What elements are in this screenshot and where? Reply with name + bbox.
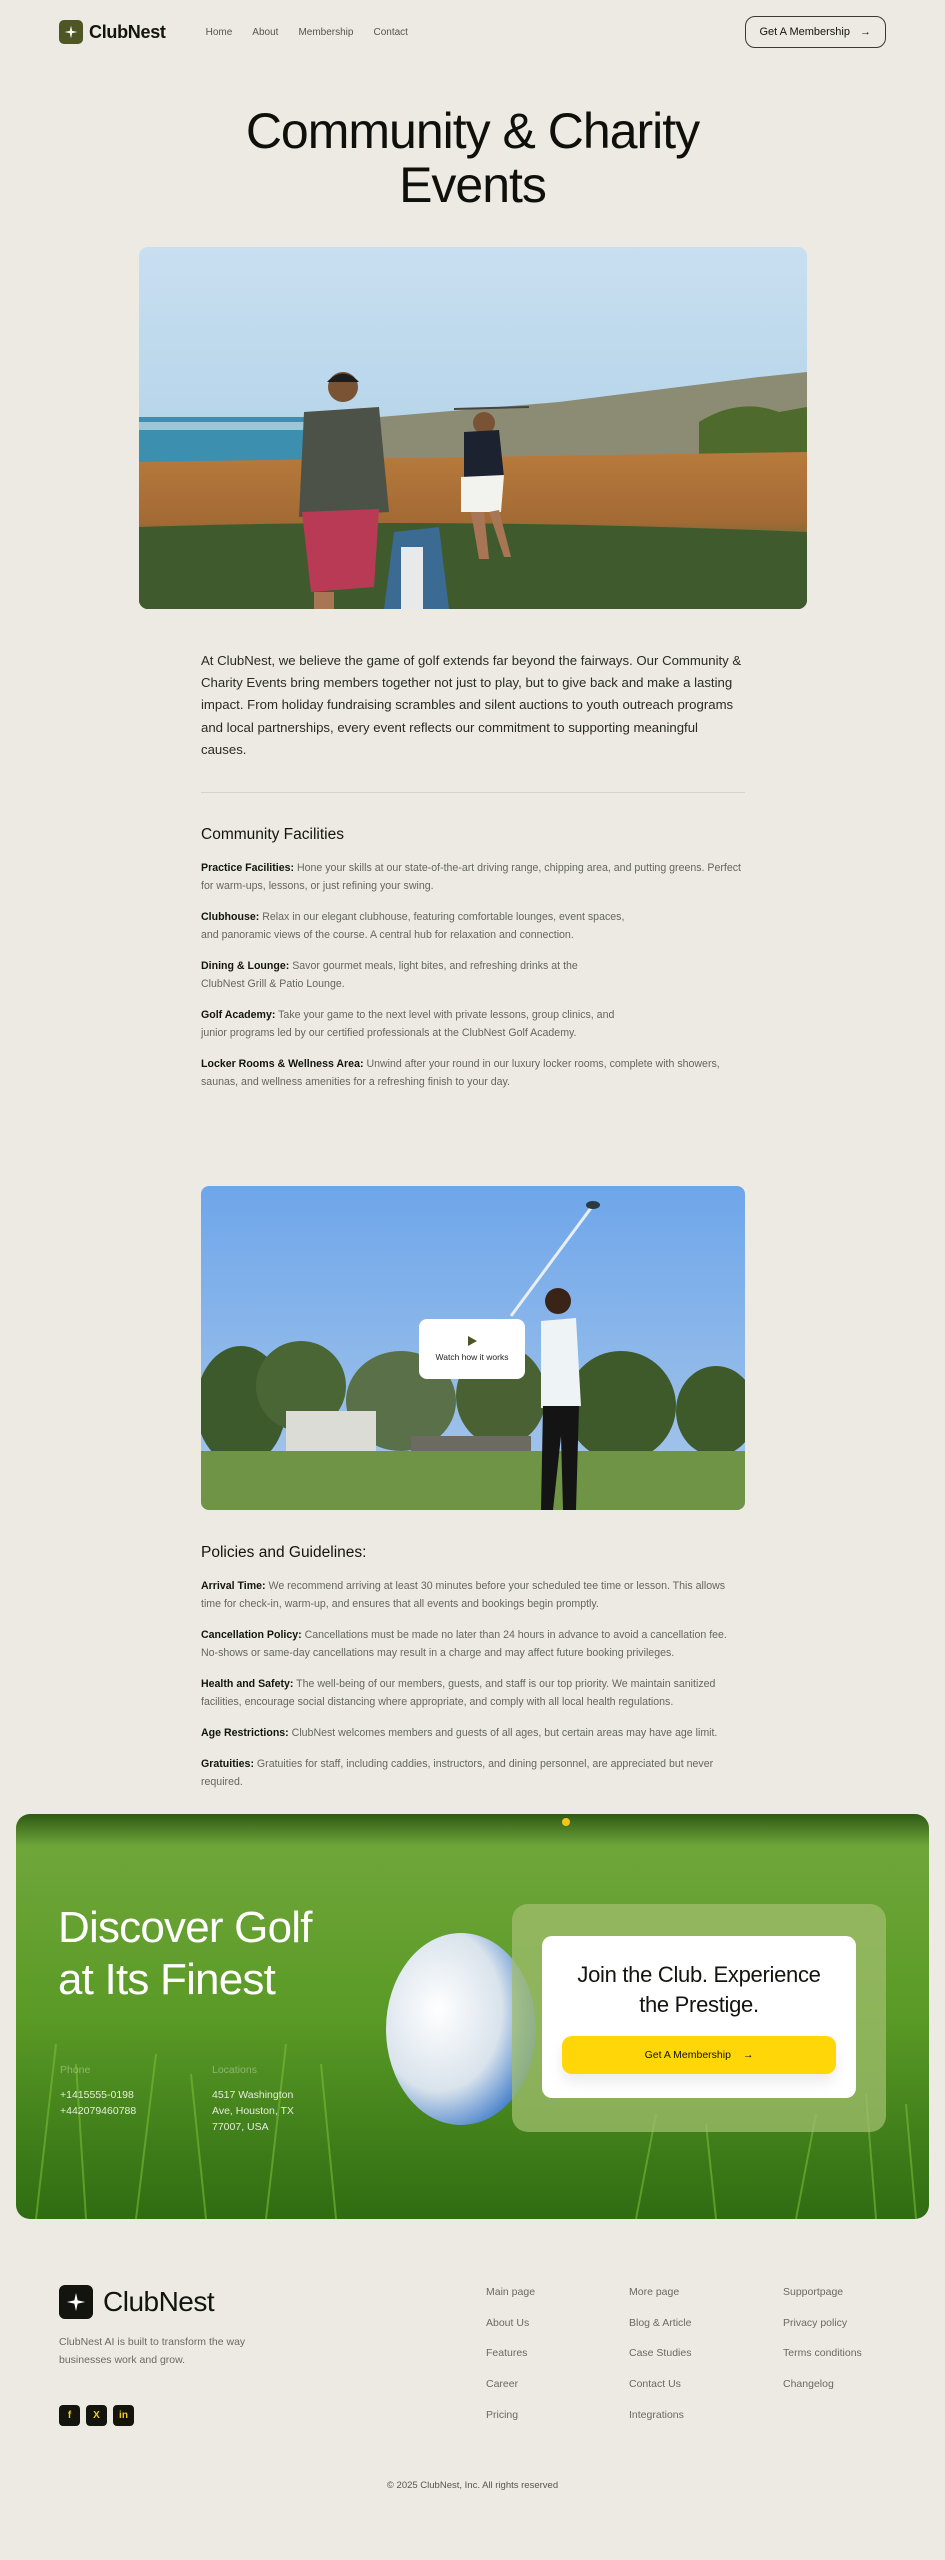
page-title: [0, 104, 945, 212]
phone-contacts: [60, 2062, 136, 2119]
banner-heading: [58, 1902, 312, 2006]
address-line: 4517 Washington: [212, 2089, 294, 2101]
facebook-icon[interactable]: f: [59, 2405, 80, 2426]
get-membership-label: Get A Membership: [759, 26, 850, 38]
top-nav: [59, 16, 886, 48]
nav-link-about[interactable]: About: [252, 26, 279, 38]
section-divider: [201, 792, 745, 793]
facility-item: [201, 1056, 746, 1091]
footer-brand-name: ClubNest: [103, 2286, 215, 2317]
facility-term: Dining & Lounge:: [201, 960, 290, 972]
policy-desc: Gratuities for staff, including caddies, instructors, and dining personnel, are appreciated but never required.: [201, 1758, 714, 1788]
location-label: Locations: [212, 2064, 257, 2076]
facility-desc: Relax in our elegant clubhouse, featuring comfortable lounges, event spaces, and panoramic views of the course. A central hub for relaxation and connection.: [201, 911, 625, 941]
policy-item: [201, 1725, 746, 1743]
footer-link-integrations[interactable]: Integrations: [629, 2408, 684, 2421]
phone-number[interactable]: +442079460788: [60, 2105, 137, 2117]
footer-link-privacy[interactable]: Privacy policy: [783, 2316, 848, 2329]
join-membership-button[interactable]: [562, 2036, 836, 2074]
policy-term: Gratuities:: [201, 1758, 254, 1770]
footer-brand-logo[interactable]: [59, 2285, 214, 2319]
facility-desc: Unwind after your round in our luxury locker rooms, complete with showers, saunas, and wellness amenities for a refreshing finish to your day.: [201, 1058, 720, 1088]
footer-link-main-page[interactable]: Main page: [486, 2286, 536, 2298]
policy-item: [201, 1676, 746, 1711]
address-line: Ave, Houston, TX: [212, 2105, 294, 2117]
footer-column-2: [629, 2285, 691, 2422]
policy-term: Health and Safety:: [201, 1678, 294, 1690]
nav-link-home[interactable]: Home: [205, 26, 233, 38]
copyright: © 2025 ClubNest, Inc. All rights reserved: [386, 2480, 559, 2491]
policy-desc: We recommend arriving at least 30 minutes before your scheduled tee time or lesson. This allows time for check-in, warm-up, and ensures that all events and bookings begin promptly.: [201, 1580, 726, 1610]
page-title-line1: Community & Charity: [245, 103, 700, 159]
policy-term: Cancellation Policy:: [201, 1629, 302, 1641]
facility-item: [201, 1007, 631, 1042]
facility-term: Locker Rooms & Wellness Area:: [201, 1058, 364, 1070]
cta-banner: [16, 1814, 929, 2219]
facility-term: Golf Academy:: [201, 1009, 276, 1021]
join-heading-line1: Join the Club. Experience: [577, 1962, 821, 1987]
social-links: [59, 2405, 134, 2426]
watch-video-button[interactable]: [419, 1319, 525, 1379]
policy-item: [201, 1578, 746, 1613]
address-line: 77007, USA: [212, 2121, 269, 2133]
footer-column-3: [783, 2285, 862, 2392]
linkedin-icon[interactable]: in: [113, 2405, 134, 2426]
footer-link-features[interactable]: Features: [486, 2347, 528, 2360]
footer-column-1: [486, 2285, 535, 2422]
nav-link-membership[interactable]: Membership: [298, 26, 354, 38]
nav-links: [206, 27, 408, 38]
watch-video-label: Watch how it works: [435, 1352, 509, 1362]
facility-term: Clubhouse:: [201, 911, 260, 923]
policy-item: [201, 1756, 746, 1791]
sparkle-icon: [59, 20, 83, 44]
footer-link-pricing[interactable]: Pricing: [486, 2408, 519, 2421]
footer-link-case-studies[interactable]: Case Studies: [629, 2347, 692, 2360]
footer-link-more-page[interactable]: More page: [629, 2286, 680, 2298]
footer-link-career[interactable]: Career: [486, 2378, 519, 2391]
footer-link-terms[interactable]: Terms conditions: [783, 2347, 862, 2360]
policy-desc: ClubNest welcomes members and guests of all ages, but certain areas may have age limit.: [288, 1727, 718, 1739]
facility-item: [201, 958, 601, 993]
facility-term: Practice Facilities:: [201, 862, 295, 874]
policies-heading: Policies and Guidelines:: [201, 1544, 367, 1561]
sparkle-icon: [59, 2285, 93, 2319]
phone-label: Phone: [60, 2064, 91, 2076]
facility-desc: Take your game to the next level with private lessons, group clinics, and junior programs led by our certified professionals at the ClubNest Golf Academy.: [201, 1009, 615, 1039]
banner-heading-line1: Discover Golf: [58, 1903, 312, 1952]
footer-link-support[interactable]: Supportpage: [783, 2286, 844, 2298]
facility-desc: Savor gourmet meals, light bites, and refreshing drinks at the ClubNest Grill & Patio Lounge.: [201, 960, 578, 990]
footer-link-about-us[interactable]: About Us: [486, 2316, 530, 2329]
video-player[interactable]: [201, 1186, 745, 1510]
policy-term: Arrival Time:: [201, 1580, 266, 1592]
arrow-right-icon: →: [860, 26, 871, 38]
facility-desc: Hone your skills at our state-of-the-art driving range, chipping area, and putting greens. Perfect for warm-ups, lessons, or just refining your swing.: [201, 862, 741, 892]
hero-image: [139, 247, 807, 609]
intro-paragraph: At ClubNest, we believe the game of golf extends far beyond the fairways. Our Community & Charity Events bring members together not just to play, but to give back and make a lasting impact. From holiday fundraising scrambles and silent auctions to youth outreach programs and local partnerships, every event reflects our commitment to supporting meaningful causes.: [201, 653, 742, 757]
phone-number[interactable]: +1415555-0198: [60, 2089, 134, 2101]
join-membership-label: Get A Membership: [644, 2049, 731, 2061]
x-twitter-icon[interactable]: X: [86, 2405, 107, 2426]
brand-name: ClubNest: [89, 21, 166, 42]
join-heading: [542, 1960, 856, 2020]
page-title-line2: Events: [399, 157, 546, 213]
play-icon: [468, 1336, 477, 1346]
facilities-heading: Community Facilities: [201, 826, 344, 843]
facility-item: [201, 909, 631, 944]
location-contacts: [212, 2062, 294, 2135]
footer-description: ClubNest AI is built to transform the way businesses work and grow.: [59, 2336, 246, 2366]
footer-link-blog[interactable]: Blog & Article: [629, 2316, 692, 2329]
footer-link-changelog[interactable]: Changelog: [783, 2378, 834, 2391]
get-membership-button[interactable]: [745, 16, 887, 48]
nav-link-contact[interactable]: Contact: [373, 26, 408, 38]
policy-term: Age Restrictions:: [201, 1727, 289, 1739]
footer-link-contact-us[interactable]: Contact Us: [629, 2378, 681, 2391]
join-panel: [512, 1904, 886, 2132]
policy-item: [201, 1627, 746, 1662]
arrow-right-icon: →: [742, 2049, 754, 2061]
policy-desc: The well-being of our members, guests, and staff is our top priority. We maintain sanitized facilities, encourage social distancing where appropriate, and comply with all local health regulations.: [201, 1678, 716, 1708]
facility-item: [201, 860, 746, 895]
join-heading-line2: the Prestige.: [639, 1992, 759, 2017]
join-card: [542, 1936, 856, 2098]
brand-logo[interactable]: [59, 20, 166, 44]
banner-heading-line2: at Its Finest: [58, 1955, 276, 2004]
policy-desc: Cancellations must be made no later than 24 hours in advance to avoid a cancellation fee. No-shows or same-day cancellations may result in a charge and may affect future booking privileges.: [201, 1629, 727, 1659]
